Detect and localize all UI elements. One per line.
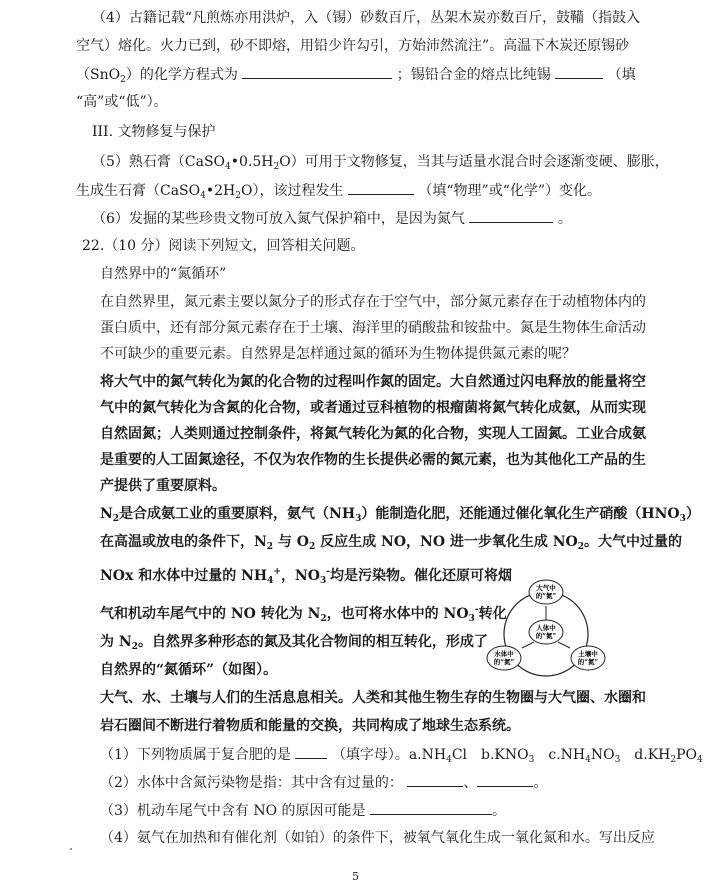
text: PO bbox=[676, 747, 698, 763]
text: 与 O bbox=[273, 534, 310, 550]
section-heading: III. 文物修复与保护 bbox=[92, 124, 216, 140]
atmosphere-label-2: 的“氮” bbox=[535, 592, 557, 600]
para3-line3 bbox=[100, 562, 512, 591]
subscript: 3 bbox=[355, 514, 362, 524]
text: NO bbox=[590, 747, 615, 763]
text: O），该过程发生 bbox=[240, 183, 344, 199]
para2-line1: 将大气中的氮气转化为氮的化合物的过程叫作氮的固定。大自然通过闪电释放的能量将空 bbox=[100, 374, 646, 390]
text: 在高温或放电的条件下，N bbox=[100, 534, 267, 550]
subscript: 2 bbox=[131, 642, 138, 652]
text: •2H bbox=[205, 183, 236, 199]
text: （6）发掘的某些珍贵文物可放入氮气保护箱中，是因为氮气 bbox=[92, 211, 465, 227]
text: （填 bbox=[607, 67, 636, 83]
subscript: 2 bbox=[112, 514, 120, 524]
text: 。 bbox=[557, 211, 572, 227]
answer-blank-no-reason[interactable] bbox=[370, 800, 492, 815]
subscript: 2 bbox=[120, 75, 126, 85]
answer-blank-pollutant-2[interactable] bbox=[477, 772, 533, 787]
q21-5-line1 bbox=[92, 152, 669, 177]
text: 、 bbox=[463, 775, 478, 791]
subscript: 4 bbox=[267, 576, 274, 586]
subscript: 2 bbox=[235, 191, 241, 201]
answer-blank-equation[interactable] bbox=[242, 64, 392, 79]
subscript: 3 bbox=[679, 514, 686, 524]
text: 气和机动车尾气中的 NO 转化为 N bbox=[100, 606, 321, 622]
subscript: 3 bbox=[614, 755, 621, 765]
subscript: 3 bbox=[319, 576, 327, 586]
nitrogen-cycle-diagram bbox=[478, 578, 614, 686]
q22-1 bbox=[100, 744, 703, 770]
q21-4-line2: 空气）熔化。火力已到，砂不即熔，用铅少许勾引，方始沛然流注”。高温下木炭还原锡砂 bbox=[76, 38, 630, 54]
q22-4: （4）氨气在加热和有催化剂（如铂）的条件下，被氧气氧化生成一氧化氮和水。写出反应 bbox=[100, 830, 655, 846]
text: 反应生成 NO，NO 进一步氧化生成 NO bbox=[315, 534, 578, 550]
text: （1）下列物质属于复合肥的是 bbox=[100, 747, 291, 763]
text: 均是污染物。催化还原可将烟 bbox=[329, 568, 512, 584]
para2-line5: 产提供了重要原料。 bbox=[100, 478, 226, 494]
para1-line1: 在自然界里，氮元素主要以氮分子的形式存在于空气中，部分氮元素存在于动植物体内的 bbox=[100, 294, 646, 310]
text: N bbox=[100, 506, 113, 522]
text: 。自然界多种形态的氮及其化合物间的相互转化，形成了 bbox=[137, 634, 488, 650]
para3-line2 bbox=[100, 532, 682, 557]
para3-line5 bbox=[100, 632, 488, 657]
text: c.NH bbox=[534, 747, 586, 763]
text: （5）熟石膏（CaSO bbox=[92, 154, 226, 170]
text: （SnO bbox=[76, 67, 121, 83]
text: d.KH bbox=[620, 747, 671, 763]
atmosphere-label-1: 大气中 bbox=[536, 584, 556, 592]
text: ）能制造化肥，还能通过催化氧化生产硝酸（HNO bbox=[361, 506, 680, 522]
para4-line2: 岩石圈间不断进行着物质和能量的交换，共同构成了地球生态系统。 bbox=[100, 718, 520, 734]
soil-label-1: 土壤中 bbox=[578, 650, 598, 658]
subscript: 3 bbox=[468, 614, 475, 624]
text: 。 bbox=[533, 775, 548, 791]
q21-5-line2 bbox=[76, 180, 601, 206]
text: ，也可将水体中的 NO bbox=[326, 606, 469, 622]
text: ）的化学方程式为 bbox=[125, 67, 238, 83]
q21-4-line4: “高”或“低”）。 bbox=[76, 94, 168, 110]
text: 转化 bbox=[478, 606, 507, 622]
text: •0.5H bbox=[230, 154, 274, 170]
text: （2）水体中含氮污染物是指：其中含有过量的： bbox=[100, 775, 403, 791]
para3-line6: 自然界的“氮循环”（如图）。 bbox=[100, 662, 278, 678]
subscript: 2 bbox=[309, 542, 316, 552]
text: 是合成氨工业的重要原料，氨气（NH bbox=[119, 506, 356, 522]
subscript: 4 bbox=[200, 191, 206, 201]
answer-blank-compound-fertilizer[interactable] bbox=[295, 744, 327, 759]
superscript: + bbox=[273, 567, 281, 577]
para1-line3: 不可缺少的重要元素。自然界是怎样通过氮的循环为生物体提供氮元素的呢？ bbox=[100, 346, 576, 362]
para3-line1 bbox=[100, 504, 700, 529]
subscript: 2 bbox=[273, 162, 280, 172]
subscript: 2 bbox=[320, 614, 327, 624]
soil-label-2: 的“氮” bbox=[577, 658, 599, 666]
answer-blank-nitrogen[interactable] bbox=[469, 208, 553, 223]
text: O）可用于文物修复，当其与适量水混合时会逐渐变硬、膨胀， bbox=[279, 154, 669, 170]
q21-4-line3 bbox=[76, 64, 636, 90]
human-label-2: 的“氮” bbox=[535, 632, 557, 640]
link-line bbox=[522, 642, 534, 648]
q21-6-line1 bbox=[92, 208, 572, 229]
text: （填“物理”或“化学”）变化。 bbox=[418, 183, 602, 199]
subscript: 2 bbox=[670, 755, 677, 765]
text: （填字母）。a.NH bbox=[331, 747, 447, 763]
q22-3 bbox=[100, 800, 506, 821]
subscript: 3 bbox=[528, 755, 535, 765]
q22-2 bbox=[100, 772, 547, 793]
subscript: 4 bbox=[585, 755, 591, 765]
para2-line4: 是重要的人工固氮途径，不仅为农作物的生长提供必需的氮元素，也为其他化工产品的生 bbox=[100, 452, 646, 468]
subscript: 2 bbox=[266, 542, 274, 552]
answer-blank-melting-point[interactable] bbox=[555, 64, 603, 79]
para3-line4 bbox=[100, 600, 507, 629]
text: 。大气中过量的 bbox=[584, 534, 683, 550]
text: NOx 和水体中过量的 NH bbox=[100, 568, 268, 584]
para2-line3: 自然固氮；人类则通过控制条件，将氮气转化为氮的化合物，实现人工固氮。工业合成氨 bbox=[100, 426, 646, 442]
superscript: - bbox=[474, 605, 479, 615]
para1-line2: 蛋白质中，还有部分氮元素存在于土壤、海洋里的硝酸盐和铵盐中。氮是生物体生命活动 bbox=[100, 320, 646, 336]
q21-4-line1: （4）古籍记载“凡煎炼亦用洪炉，入（锡）砂数百斤，丛架木炭亦数百斤，鼓鞴（指鼓入 bbox=[92, 10, 641, 26]
subscript: 4 bbox=[446, 755, 452, 765]
water-label-1: 水体中 bbox=[494, 650, 514, 658]
text: ，NO bbox=[280, 568, 320, 584]
water-label-2: 的“氮” bbox=[493, 658, 515, 666]
link-line bbox=[558, 642, 570, 648]
text: ） bbox=[685, 506, 700, 522]
text: （3）机动车尾气中含有 NO 的原因可能是 bbox=[100, 803, 366, 819]
page-number: 5 bbox=[352, 870, 359, 883]
text: 为 N bbox=[100, 634, 132, 650]
text: 生成生石膏（CaSO bbox=[76, 183, 201, 199]
subscript: 4 bbox=[697, 755, 703, 765]
passage-title: 自然界中的“氮循环” bbox=[100, 266, 227, 282]
scan-speck bbox=[70, 848, 72, 850]
human-label-1: 人体中 bbox=[536, 624, 556, 632]
text: Cl b.KNO bbox=[451, 747, 529, 763]
answer-blank-change-type[interactable] bbox=[348, 180, 414, 195]
text: 。 bbox=[492, 803, 506, 819]
subscript: 2 bbox=[577, 542, 585, 552]
para2-line2: 气中的氮气转化为含氮的化合物，或者通过豆科植物的根瘤菌将氮气转化成氨，从而实现 bbox=[100, 400, 646, 416]
q22-header: 22.（10 分）阅读下列短文，回答相关问题。 bbox=[82, 238, 365, 254]
text: ；锡铅合金的熔点比纯锡 bbox=[396, 67, 551, 83]
answer-blank-pollutant-1[interactable] bbox=[407, 772, 463, 787]
subscript: 4 bbox=[225, 162, 231, 172]
para4-line1: 大气、水、土壤与人们的生活息息相关。人类和其他生物生存的生物圈与大气圈、水圈和 bbox=[100, 690, 646, 706]
superscript: - bbox=[326, 567, 330, 577]
